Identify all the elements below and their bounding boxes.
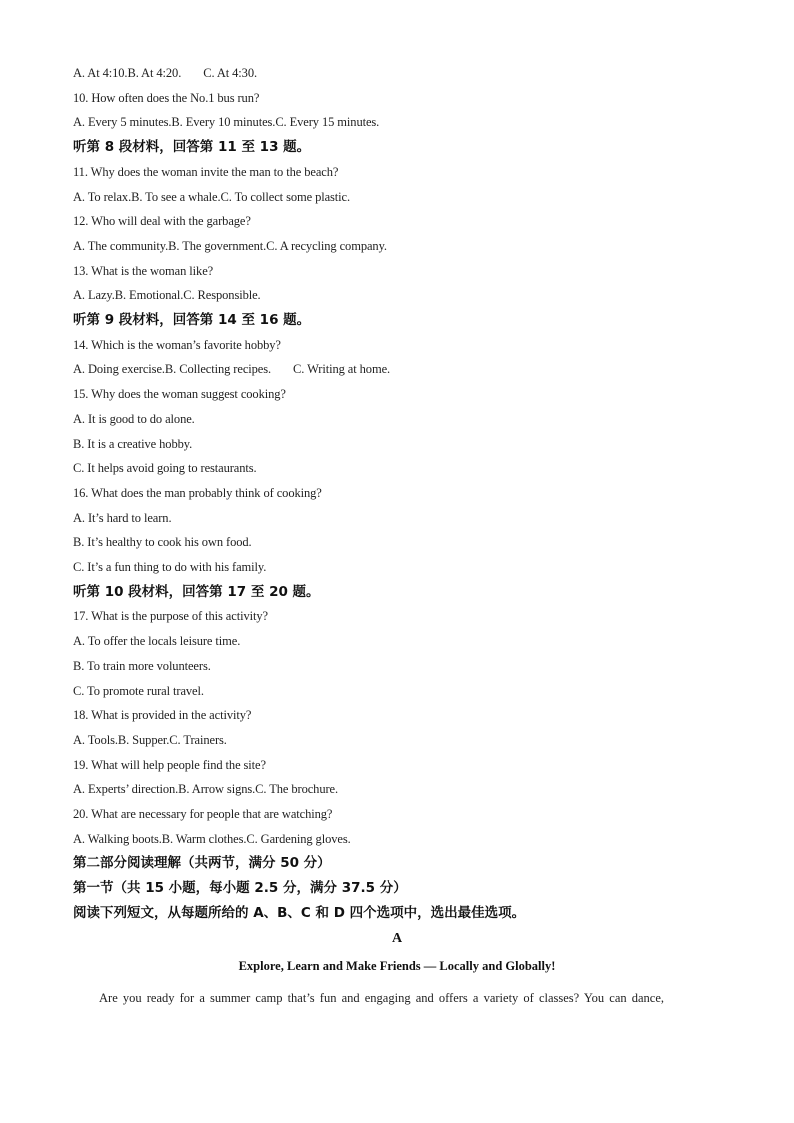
passage-title: Explore, Learn and Make Friends — Locally and Globally! — [238, 959, 556, 973]
question-11-options: A. To relax.B. To see a whale.C. To collect some plastic. — [73, 190, 351, 204]
question-15: 15. Why does the woman suggest cooking? — [73, 387, 286, 401]
question-11: 11. Why does the woman invite the man to the beach? — [73, 165, 339, 179]
question-12-options: A. The community.B. The government.C. A recycling company. — [73, 239, 387, 253]
question-16: 16. What does the man probably think of cooking? — [73, 486, 322, 500]
question-14-options: A. Doing exercise.B. Collecting recipes. C. Writing at home. — [73, 362, 391, 376]
question-10-options: A. Every 5 minutes.B. Every 10 minutes.C. Every 15 minutes. — [73, 115, 380, 129]
question-18: 18. What is provided in the activity? — [73, 708, 252, 722]
question-15-option-c: C. It helps avoid going to restaurants. — [73, 461, 257, 475]
passage-paragraph: Are you ready for a summer camp that’s fun and engaging and offers a variety of classes? You can dance, — [99, 991, 665, 1005]
question-19-options: A. Experts’ direction.B. Arrow signs.C. The brochure. — [73, 782, 339, 796]
instructions-heading: 阅读下列短文，从每题所给的 A、B、C 和 D 四个选项中，选出最佳选项。 — [73, 905, 526, 921]
section-heading-9: 听第 9 段材料，回答第 14 至 16 题。 — [73, 312, 311, 328]
question-16-option-b: B. It’s healthy to cook his own food. — [73, 535, 252, 549]
question-15-option-b: B. It is a creative hobby. — [73, 437, 193, 451]
line-9-options: A. At 4:10.B. At 4:20. C. At 4:30. — [73, 66, 258, 80]
part-two-heading: 第二部分阅读理解（共两节，满分 50 分） — [73, 855, 331, 871]
question-18-options: A. Tools.B. Supper.C. Trainers. — [73, 733, 227, 747]
section-one-heading: 第一节（共 15 小题，每小题 2.5 分，满分 37.5 分） — [73, 880, 407, 896]
question-20-options: A. Walking boots.B. Warm clothes.C. Gardening gloves. — [73, 832, 351, 846]
question-17-option-a: A. To offer the locals leisure time. — [73, 634, 241, 648]
question-20: 20. What are necessary for people that are watching? — [73, 807, 333, 821]
question-13-options: A. Lazy.B. Emotional.C. Responsible. — [73, 288, 261, 302]
question-14: 14. Which is the woman’s favorite hobby? — [73, 338, 281, 352]
question-12: 12. Who will deal with the garbage? — [73, 214, 251, 228]
question-17-option-c: C. To promote rural travel. — [73, 684, 204, 698]
question-19: 19. What will help people find the site? — [73, 758, 266, 772]
section-heading-8: 听第 8 段材料，回答第 11 至 13 题。 — [73, 139, 311, 155]
question-16-option-c: C. It’s a fun thing to do with his family. — [73, 560, 267, 574]
question-17-option-b: B. To train more volunteers. — [73, 659, 211, 673]
question-10: 10. How often does the No.1 bus run? — [73, 91, 260, 105]
question-16-option-a: A. It’s hard to learn. — [73, 511, 172, 525]
question-17: 17. What is the purpose of this activity? — [73, 609, 268, 623]
section-heading-10: 听第 10 段材料，回答第 17 至 20 题。 — [73, 584, 320, 600]
section-letter: A — [391, 931, 403, 946]
question-15-option-a: A. It is good to do alone. — [73, 412, 195, 426]
question-13: 13. What is the woman like? — [73, 264, 214, 278]
